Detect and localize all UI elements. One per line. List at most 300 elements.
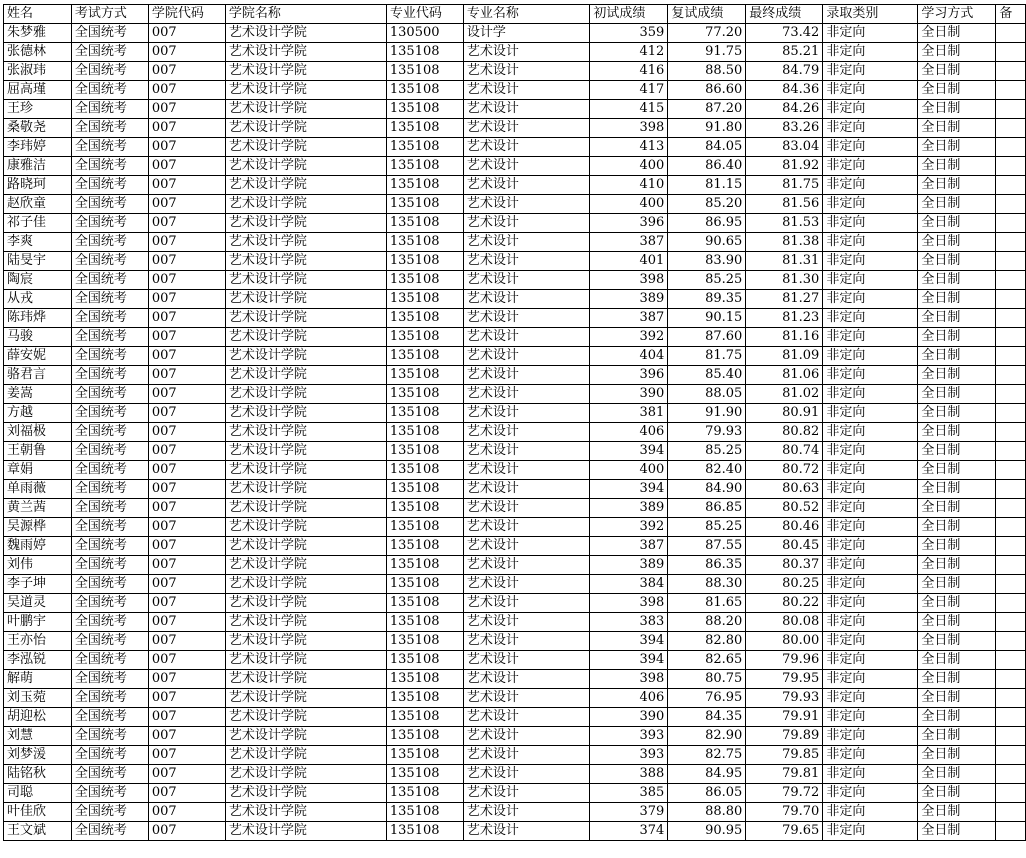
cell-major-code: 135108 xyxy=(386,556,463,575)
header-admission-type: 录取类别 xyxy=(823,5,918,24)
cell-major-code: 135108 xyxy=(386,233,463,252)
cell-final-score: 81.06 xyxy=(746,366,823,385)
cell-major-name: 艺术设计 xyxy=(463,347,589,366)
cell-retest-score: 76.95 xyxy=(668,689,746,708)
cell-college-name: 艺术设计学院 xyxy=(225,81,386,100)
cell-major-code: 135108 xyxy=(386,81,463,100)
table-row xyxy=(4,803,1026,822)
cell-name: 陶宸 xyxy=(4,271,72,290)
cell-college-name: 艺术设计学院 xyxy=(225,594,386,613)
cell-exam-type: 全国统考 xyxy=(71,24,148,43)
table-row xyxy=(4,195,1026,214)
cell-college-code: 007 xyxy=(148,214,225,233)
cell-exam-type: 全国统考 xyxy=(71,746,148,765)
cell-admission-type: 非定向 xyxy=(823,404,918,423)
cell-college-name: 艺术设计学院 xyxy=(225,708,386,727)
cell-name: 王朝鲁 xyxy=(4,442,72,461)
cell-remark xyxy=(996,157,1026,176)
cell-admission-type: 非定向 xyxy=(823,537,918,556)
cell-college-name: 艺术设计学院 xyxy=(225,24,386,43)
cell-retest-score: 88.05 xyxy=(668,385,746,404)
cell-college-code: 007 xyxy=(148,442,225,461)
cell-study-mode: 全日制 xyxy=(918,461,996,480)
cell-initial-score: 412 xyxy=(590,43,668,62)
cell-major-name: 艺术设计 xyxy=(463,632,589,651)
cell-final-score: 80.82 xyxy=(746,423,823,442)
cell-retest-score: 81.15 xyxy=(668,176,746,195)
cell-study-mode: 全日制 xyxy=(918,290,996,309)
cell-retest-score: 84.95 xyxy=(668,765,746,784)
cell-name: 赵欣童 xyxy=(4,195,72,214)
cell-study-mode: 全日制 xyxy=(918,689,996,708)
cell-exam-type: 全国统考 xyxy=(71,309,148,328)
cell-name: 陆旻宇 xyxy=(4,252,72,271)
cell-exam-type: 全国统考 xyxy=(71,594,148,613)
cell-study-mode: 全日制 xyxy=(918,385,996,404)
cell-college-name: 艺术设计学院 xyxy=(225,119,386,138)
cell-final-score: 81.75 xyxy=(746,176,823,195)
cell-retest-score: 90.95 xyxy=(668,822,746,841)
cell-name: 叶佳欣 xyxy=(4,803,72,822)
cell-name: 朱梦雅 xyxy=(4,24,72,43)
header-college-code: 学院代码 xyxy=(148,5,225,24)
cell-college-code: 007 xyxy=(148,100,225,119)
cell-admission-type: 非定向 xyxy=(823,442,918,461)
table-row xyxy=(4,404,1026,423)
cell-name: 骆君言 xyxy=(4,366,72,385)
cell-name: 康雅洁 xyxy=(4,157,72,176)
cell-study-mode: 全日制 xyxy=(918,62,996,81)
cell-retest-score: 90.65 xyxy=(668,233,746,252)
cell-remark xyxy=(996,233,1026,252)
cell-college-code: 007 xyxy=(148,157,225,176)
table-row xyxy=(4,385,1026,404)
cell-final-score: 85.21 xyxy=(746,43,823,62)
cell-initial-score: 384 xyxy=(590,575,668,594)
table-row xyxy=(4,727,1026,746)
cell-admission-type: 非定向 xyxy=(823,119,918,138)
cell-exam-type: 全国统考 xyxy=(71,252,148,271)
cell-major-code: 135108 xyxy=(386,651,463,670)
cell-initial-score: 381 xyxy=(590,404,668,423)
cell-admission-type: 非定向 xyxy=(823,62,918,81)
cell-name: 王珍 xyxy=(4,100,72,119)
table-row xyxy=(4,176,1026,195)
cell-major-code: 135108 xyxy=(386,157,463,176)
header-retest-score: 复试成绩 xyxy=(668,5,746,24)
cell-admission-type: 非定向 xyxy=(823,100,918,119)
cell-major-code: 135108 xyxy=(386,328,463,347)
header-major-name: 专业名称 xyxy=(463,5,589,24)
cell-study-mode: 全日制 xyxy=(918,138,996,157)
cell-remark xyxy=(996,499,1026,518)
cell-major-name: 艺术设计 xyxy=(463,803,589,822)
cell-major-code: 135108 xyxy=(386,214,463,233)
cell-major-name: 艺术设计 xyxy=(463,195,589,214)
cell-college-code: 007 xyxy=(148,480,225,499)
header-row xyxy=(4,5,1026,24)
cell-college-name: 艺术设计学院 xyxy=(225,252,386,271)
cell-major-code: 135108 xyxy=(386,784,463,803)
cell-college-code: 007 xyxy=(148,556,225,575)
cell-college-name: 艺术设计学院 xyxy=(225,62,386,81)
cell-major-name: 艺术设计 xyxy=(463,100,589,119)
cell-study-mode: 全日制 xyxy=(918,613,996,632)
cell-college-code: 007 xyxy=(148,803,225,822)
cell-exam-type: 全国统考 xyxy=(71,119,148,138)
cell-major-name: 艺术设计 xyxy=(463,290,589,309)
cell-final-score: 81.92 xyxy=(746,157,823,176)
cell-exam-type: 全国统考 xyxy=(71,822,148,841)
cell-exam-type: 全国统考 xyxy=(71,366,148,385)
cell-retest-score: 91.80 xyxy=(668,119,746,138)
cell-study-mode: 全日制 xyxy=(918,499,996,518)
cell-college-name: 艺术设计学院 xyxy=(225,176,386,195)
cell-initial-score: 396 xyxy=(590,366,668,385)
cell-name: 章娟 xyxy=(4,461,72,480)
cell-study-mode: 全日制 xyxy=(918,784,996,803)
cell-major-code: 135108 xyxy=(386,461,463,480)
cell-retest-score: 77.20 xyxy=(668,24,746,43)
cell-remark xyxy=(996,176,1026,195)
cell-initial-score: 387 xyxy=(590,233,668,252)
cell-name: 张德林 xyxy=(4,43,72,62)
cell-admission-type: 非定向 xyxy=(823,499,918,518)
cell-initial-score: 389 xyxy=(590,499,668,518)
cell-retest-score: 86.05 xyxy=(668,784,746,803)
cell-name: 单雨薇 xyxy=(4,480,72,499)
cell-remark xyxy=(996,480,1026,499)
table-row xyxy=(4,157,1026,176)
cell-admission-type: 非定向 xyxy=(823,803,918,822)
cell-initial-score: 387 xyxy=(590,309,668,328)
cell-college-code: 007 xyxy=(148,423,225,442)
cell-remark xyxy=(996,784,1026,803)
cell-college-code: 007 xyxy=(148,290,225,309)
cell-initial-score: 398 xyxy=(590,271,668,290)
cell-study-mode: 全日制 xyxy=(918,43,996,62)
cell-major-name: 艺术设计 xyxy=(463,613,589,632)
cell-remark xyxy=(996,252,1026,271)
table-row xyxy=(4,689,1026,708)
cell-study-mode: 全日制 xyxy=(918,214,996,233)
cell-college-name: 艺术设计学院 xyxy=(225,689,386,708)
cell-final-score: 80.63 xyxy=(746,480,823,499)
cell-study-mode: 全日制 xyxy=(918,81,996,100)
cell-college-code: 007 xyxy=(148,138,225,157)
cell-remark xyxy=(996,138,1026,157)
cell-college-code: 007 xyxy=(148,708,225,727)
cell-remark xyxy=(996,556,1026,575)
cell-initial-score: 398 xyxy=(590,119,668,138)
cell-final-score: 81.23 xyxy=(746,309,823,328)
cell-admission-type: 非定向 xyxy=(823,613,918,632)
cell-study-mode: 全日制 xyxy=(918,480,996,499)
cell-admission-type: 非定向 xyxy=(823,670,918,689)
cell-remark xyxy=(996,290,1026,309)
cell-college-name: 艺术设计学院 xyxy=(225,784,386,803)
cell-exam-type: 全国统考 xyxy=(71,328,148,347)
cell-admission-type: 非定向 xyxy=(823,43,918,62)
cell-retest-score: 81.75 xyxy=(668,347,746,366)
cell-initial-score: 398 xyxy=(590,594,668,613)
cell-final-score: 83.26 xyxy=(746,119,823,138)
cell-remark xyxy=(996,271,1026,290)
cell-college-name: 艺术设计学院 xyxy=(225,556,386,575)
cell-initial-score: 388 xyxy=(590,765,668,784)
cell-name: 姜嵩 xyxy=(4,385,72,404)
cell-name: 从戎 xyxy=(4,290,72,309)
cell-study-mode: 全日制 xyxy=(918,670,996,689)
cell-college-name: 艺术设计学院 xyxy=(225,290,386,309)
cell-name: 张淑玮 xyxy=(4,62,72,81)
cell-admission-type: 非定向 xyxy=(823,309,918,328)
cell-remark xyxy=(996,727,1026,746)
cell-major-code: 135108 xyxy=(386,727,463,746)
cell-final-score: 80.22 xyxy=(746,594,823,613)
cell-exam-type: 全国统考 xyxy=(71,442,148,461)
cell-retest-score: 91.75 xyxy=(668,43,746,62)
cell-study-mode: 全日制 xyxy=(918,100,996,119)
cell-name: 李爽 xyxy=(4,233,72,252)
cell-major-name: 艺术设计 xyxy=(463,480,589,499)
cell-major-code: 135108 xyxy=(386,518,463,537)
cell-admission-type: 非定向 xyxy=(823,290,918,309)
cell-major-code: 135108 xyxy=(386,765,463,784)
cell-college-code: 007 xyxy=(148,62,225,81)
cell-major-code: 135108 xyxy=(386,385,463,404)
header-major-code: 专业代码 xyxy=(386,5,463,24)
cell-retest-score: 86.35 xyxy=(668,556,746,575)
cell-initial-score: 417 xyxy=(590,81,668,100)
cell-final-score: 81.31 xyxy=(746,252,823,271)
cell-final-score: 84.26 xyxy=(746,100,823,119)
cell-exam-type: 全国统考 xyxy=(71,195,148,214)
cell-name: 李子坤 xyxy=(4,575,72,594)
cell-college-name: 艺术设计学院 xyxy=(225,670,386,689)
cell-major-name: 艺术设计 xyxy=(463,746,589,765)
cell-college-code: 007 xyxy=(148,195,225,214)
cell-study-mode: 全日制 xyxy=(918,309,996,328)
header-exam-type: 考试方式 xyxy=(71,5,148,24)
cell-admission-type: 非定向 xyxy=(823,746,918,765)
cell-retest-score: 88.80 xyxy=(668,803,746,822)
cell-name: 马骏 xyxy=(4,328,72,347)
cell-college-name: 艺术设计学院 xyxy=(225,271,386,290)
cell-initial-score: 379 xyxy=(590,803,668,822)
cell-exam-type: 全国统考 xyxy=(71,423,148,442)
cell-exam-type: 全国统考 xyxy=(71,670,148,689)
cell-major-name: 艺术设计 xyxy=(463,138,589,157)
cell-major-name: 艺术设计 xyxy=(463,670,589,689)
cell-major-name: 艺术设计 xyxy=(463,727,589,746)
cell-major-code: 135108 xyxy=(386,537,463,556)
cell-remark xyxy=(996,328,1026,347)
cell-name: 桑敬尧 xyxy=(4,119,72,138)
cell-exam-type: 全国统考 xyxy=(71,499,148,518)
cell-major-name: 艺术设计 xyxy=(463,784,589,803)
cell-remark xyxy=(996,24,1026,43)
cell-college-name: 艺术设计学院 xyxy=(225,195,386,214)
cell-name: 刘梦湲 xyxy=(4,746,72,765)
cell-final-score: 73.42 xyxy=(746,24,823,43)
cell-final-score: 81.38 xyxy=(746,233,823,252)
cell-major-code: 135108 xyxy=(386,746,463,765)
cell-college-name: 艺术设计学院 xyxy=(225,385,386,404)
cell-major-code: 135108 xyxy=(386,575,463,594)
cell-initial-score: 393 xyxy=(590,727,668,746)
cell-initial-score: 406 xyxy=(590,689,668,708)
cell-initial-score: 390 xyxy=(590,708,668,727)
table-row xyxy=(4,43,1026,62)
cell-major-name: 艺术设计 xyxy=(463,442,589,461)
cell-college-code: 007 xyxy=(148,385,225,404)
cell-study-mode: 全日制 xyxy=(918,537,996,556)
cell-retest-score: 84.90 xyxy=(668,480,746,499)
cell-college-code: 007 xyxy=(148,784,225,803)
cell-remark xyxy=(996,537,1026,556)
table-row xyxy=(4,575,1026,594)
cell-college-code: 007 xyxy=(148,670,225,689)
cell-major-code: 135108 xyxy=(386,613,463,632)
cell-initial-score: 383 xyxy=(590,613,668,632)
cell-final-score: 79.95 xyxy=(746,670,823,689)
cell-name: 刘慧 xyxy=(4,727,72,746)
cell-college-name: 艺术设计学院 xyxy=(225,613,386,632)
cell-final-score: 79.89 xyxy=(746,727,823,746)
table-row xyxy=(4,594,1026,613)
cell-study-mode: 全日制 xyxy=(918,252,996,271)
cell-retest-score: 81.65 xyxy=(668,594,746,613)
cell-remark xyxy=(996,366,1026,385)
cell-college-code: 007 xyxy=(148,328,225,347)
cell-admission-type: 非定向 xyxy=(823,138,918,157)
cell-retest-score: 87.20 xyxy=(668,100,746,119)
cell-study-mode: 全日制 xyxy=(918,746,996,765)
cell-retest-score: 82.40 xyxy=(668,461,746,480)
table-row xyxy=(4,347,1026,366)
cell-major-name: 艺术设计 xyxy=(463,689,589,708)
table-row xyxy=(4,518,1026,537)
cell-name: 司聪 xyxy=(4,784,72,803)
cell-college-name: 艺术设计学院 xyxy=(225,423,386,442)
cell-exam-type: 全国统考 xyxy=(71,689,148,708)
table-row xyxy=(4,708,1026,727)
cell-admission-type: 非定向 xyxy=(823,594,918,613)
cell-study-mode: 全日制 xyxy=(918,233,996,252)
cell-initial-score: 390 xyxy=(590,385,668,404)
table-row xyxy=(4,499,1026,518)
cell-admission-type: 非定向 xyxy=(823,689,918,708)
cell-remark xyxy=(996,594,1026,613)
cell-exam-type: 全国统考 xyxy=(71,727,148,746)
cell-major-name: 艺术设计 xyxy=(463,537,589,556)
cell-admission-type: 非定向 xyxy=(823,651,918,670)
cell-major-name: 艺术设计 xyxy=(463,461,589,480)
cell-major-code: 135108 xyxy=(386,195,463,214)
cell-study-mode: 全日制 xyxy=(918,423,996,442)
cell-college-code: 007 xyxy=(148,252,225,271)
cell-college-code: 007 xyxy=(148,233,225,252)
cell-initial-score: 396 xyxy=(590,214,668,233)
cell-final-score: 81.53 xyxy=(746,214,823,233)
table-row xyxy=(4,290,1026,309)
cell-major-code: 135108 xyxy=(386,100,463,119)
table-row xyxy=(4,822,1026,841)
cell-college-name: 艺术设计学院 xyxy=(225,518,386,537)
cell-major-code: 135108 xyxy=(386,271,463,290)
cell-major-code: 135108 xyxy=(386,43,463,62)
cell-major-name: 艺术设计 xyxy=(463,43,589,62)
cell-final-score: 81.27 xyxy=(746,290,823,309)
cell-final-score: 79.72 xyxy=(746,784,823,803)
cell-remark xyxy=(996,62,1026,81)
cell-college-name: 艺术设计学院 xyxy=(225,822,386,841)
cell-retest-score: 85.40 xyxy=(668,366,746,385)
cell-major-name: 艺术设计 xyxy=(463,822,589,841)
cell-admission-type: 非定向 xyxy=(823,271,918,290)
cell-admission-type: 非定向 xyxy=(823,347,918,366)
cell-major-code: 135108 xyxy=(386,176,463,195)
cell-admission-type: 非定向 xyxy=(823,518,918,537)
cell-retest-score: 86.40 xyxy=(668,157,746,176)
cell-retest-score: 82.65 xyxy=(668,651,746,670)
cell-exam-type: 全国统考 xyxy=(71,385,148,404)
cell-major-code: 135108 xyxy=(386,366,463,385)
cell-retest-score: 85.25 xyxy=(668,442,746,461)
cell-name: 胡迎松 xyxy=(4,708,72,727)
cell-admission-type: 非定向 xyxy=(823,632,918,651)
cell-remark xyxy=(996,689,1026,708)
cell-name: 王亦怡 xyxy=(4,632,72,651)
cell-initial-score: 394 xyxy=(590,651,668,670)
header-college-name: 学院名称 xyxy=(225,5,386,24)
cell-major-code: 135108 xyxy=(386,423,463,442)
cell-final-score: 84.36 xyxy=(746,81,823,100)
cell-major-name: 艺术设计 xyxy=(463,499,589,518)
cell-study-mode: 全日制 xyxy=(918,271,996,290)
cell-final-score: 81.56 xyxy=(746,195,823,214)
cell-remark xyxy=(996,461,1026,480)
cell-initial-score: 406 xyxy=(590,423,668,442)
cell-college-name: 艺术设计学院 xyxy=(225,537,386,556)
table-row xyxy=(4,784,1026,803)
table-row xyxy=(4,271,1026,290)
table-row xyxy=(4,62,1026,81)
cell-initial-score: 410 xyxy=(590,176,668,195)
cell-remark xyxy=(996,119,1026,138)
cell-college-name: 艺术设计学院 xyxy=(225,214,386,233)
cell-study-mode: 全日制 xyxy=(918,176,996,195)
cell-exam-type: 全国统考 xyxy=(71,214,148,233)
cell-college-name: 艺术设计学院 xyxy=(225,157,386,176)
cell-retest-score: 88.20 xyxy=(668,613,746,632)
cell-retest-score: 85.25 xyxy=(668,271,746,290)
cell-college-code: 007 xyxy=(148,43,225,62)
cell-name: 叶鹏宇 xyxy=(4,613,72,632)
cell-major-name: 艺术设计 xyxy=(463,404,589,423)
cell-major-name: 艺术设计 xyxy=(463,765,589,784)
cell-college-code: 007 xyxy=(148,309,225,328)
cell-retest-score: 91.90 xyxy=(668,404,746,423)
cell-college-code: 007 xyxy=(148,24,225,43)
cell-remark xyxy=(996,404,1026,423)
cell-retest-score: 84.35 xyxy=(668,708,746,727)
cell-name: 陈玮烨 xyxy=(4,309,72,328)
cell-major-name: 艺术设计 xyxy=(463,233,589,252)
cell-remark xyxy=(996,214,1026,233)
cell-final-score: 80.52 xyxy=(746,499,823,518)
